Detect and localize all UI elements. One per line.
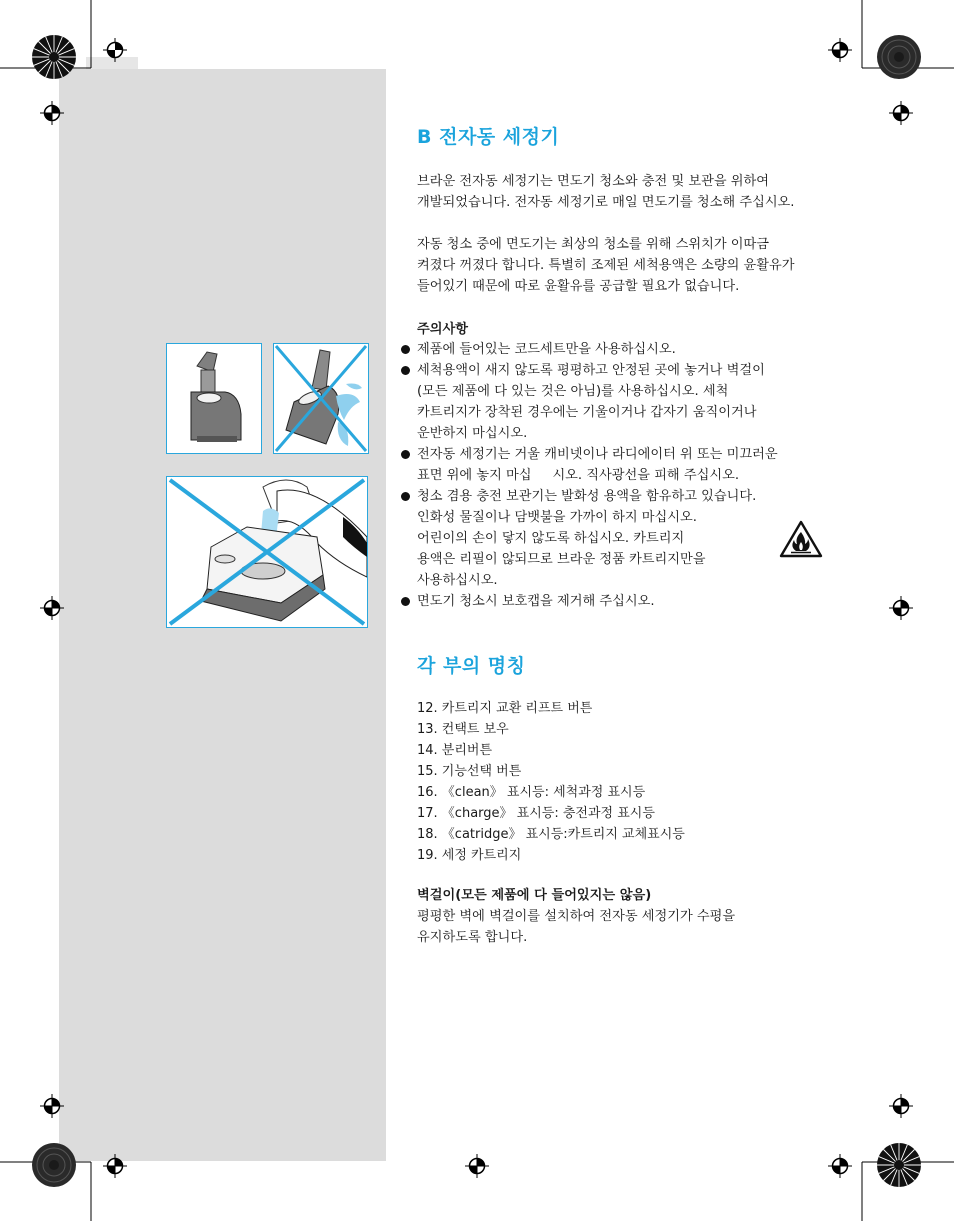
list-item-line: (모든 제품에 다 있는 것은 아님)를 사용하십시오. 세척 [417, 384, 729, 399]
list-item-line: 인화성 물질이나 담뱃불을 가까이 하지 마십시오. [417, 510, 697, 525]
intro-paragraph [417, 171, 857, 213]
auto-clean-line: 자동 청소 중에 면도기는 최상의 청소를 위해 스위치가 이따금 [417, 237, 770, 252]
illustration-upright-shaver [166, 343, 262, 454]
list-item-line: 어린이의 손이 닿지 않도록 하십시오. 카트리지 [417, 531, 685, 546]
registration-mark-icon [889, 1094, 913, 1118]
parts-list [417, 698, 685, 866]
starburst-mark-icon [876, 34, 922, 80]
auto-clean-line: 켜졌다 꺼졌다 합니다. 특별히 조제된 세척용액은 소량의 윤활유가 [417, 258, 795, 273]
list-item [400, 339, 850, 360]
registration-mark-icon [103, 1154, 127, 1178]
list-item: 15. 기능선택 버튼 [417, 764, 522, 779]
caution-heading: 주의사항 [417, 322, 468, 337]
list-item: 12. 카트리지 교환 리프트 버튼 [417, 701, 593, 716]
list-item [400, 591, 850, 612]
list-item-line: 제품에 들어있는 코드세트만을 사용하십시오. [417, 342, 676, 357]
illustration-tilted-shaver [273, 343, 369, 454]
intro-line: 브라운 전자동 세정기는 면도기 청소와 충전 및 보관을 위하여 [417, 174, 770, 189]
list-item: 19. 세정 카트리지 [417, 848, 522, 863]
list-item: 18. 《catridge》 표시등:카트리지 교체표시등 [417, 827, 685, 842]
section-b-title: B 전자동 세정기 [417, 126, 560, 148]
registration-mark-icon [828, 1154, 852, 1178]
list-item-line: 카트리지가 장착된 경우에는 기울이거나 갑자기 움직이거나 [417, 405, 757, 420]
list-item-line: 전자동 세정기는 거울 캐비넷이나 라디에이터 위 또는 미끄러운 [417, 447, 778, 462]
list-item: 14. 분리버튼 [417, 743, 493, 758]
auto-clean-paragraph [417, 234, 857, 297]
wall-mount-line: 평평한 벽에 벽걸이를 설치하여 전자동 세정기가 수평을 [417, 909, 736, 924]
starburst-mark-icon [31, 34, 77, 80]
registration-mark-icon [40, 596, 64, 620]
registration-mark-icon [40, 1094, 64, 1118]
registration-mark-icon [103, 38, 127, 62]
parts-title: 각 부의 명칭 [417, 655, 526, 677]
auto-clean-line: 들어있기 때문에 따로 윤활유를 공급할 필요가 없습니다. [417, 279, 740, 294]
registration-mark-icon [889, 101, 913, 125]
list-item-line: 세척용액이 새지 않도록 평평하고 안정된 곳에 놓거나 벽걸이 [417, 363, 765, 378]
list-item-line: 면도기 청소시 보호캡을 제거해 주십시오. [417, 594, 655, 609]
list-item-line: 운반하지 마십시오. [417, 426, 528, 441]
wall-mount-paragraph [417, 906, 857, 948]
list-item: 13. 컨택트 보우 [417, 722, 509, 737]
intro-line: 개발되었습니다. 전자동 세정기로 매일 면도기를 청소해 주십시오. [417, 195, 795, 210]
list-item [400, 360, 850, 444]
starburst-mark-icon [876, 1142, 922, 1188]
registration-mark-icon [828, 38, 852, 62]
flammable-warning-icon [778, 519, 824, 559]
list-item-line: 사용하십시오. [417, 573, 498, 588]
list-item-line: 용액은 리필이 않되므로 브라운 정품 카트리지만을 [417, 552, 706, 567]
starburst-mark-icon [31, 1142, 77, 1188]
caution-list [400, 339, 850, 612]
registration-mark-icon [465, 1154, 489, 1178]
illustration-refill-cartridge [166, 476, 368, 628]
wall-mount-heading: 벽걸이(모든 제품에 다 들어있지는 않음) [417, 888, 652, 903]
list-item: 17. 《charge》 표시등: 충전과정 표시등 [417, 806, 655, 821]
list-item [400, 444, 850, 486]
list-item: 16. 《clean》 표시등: 세척과정 표시등 [417, 785, 646, 800]
list-item-line: 청소 겸용 충전 보관기는 발화성 용액을 함유하고 있습니다. [417, 489, 757, 504]
list-item-line: 표면 위에 놓지 마십 시오. 직사광선을 피해 주십시오. [417, 468, 740, 483]
registration-mark-icon [40, 101, 64, 125]
wall-mount-line: 유지하도록 합니다. [417, 930, 528, 945]
registration-mark-icon [889, 596, 913, 620]
